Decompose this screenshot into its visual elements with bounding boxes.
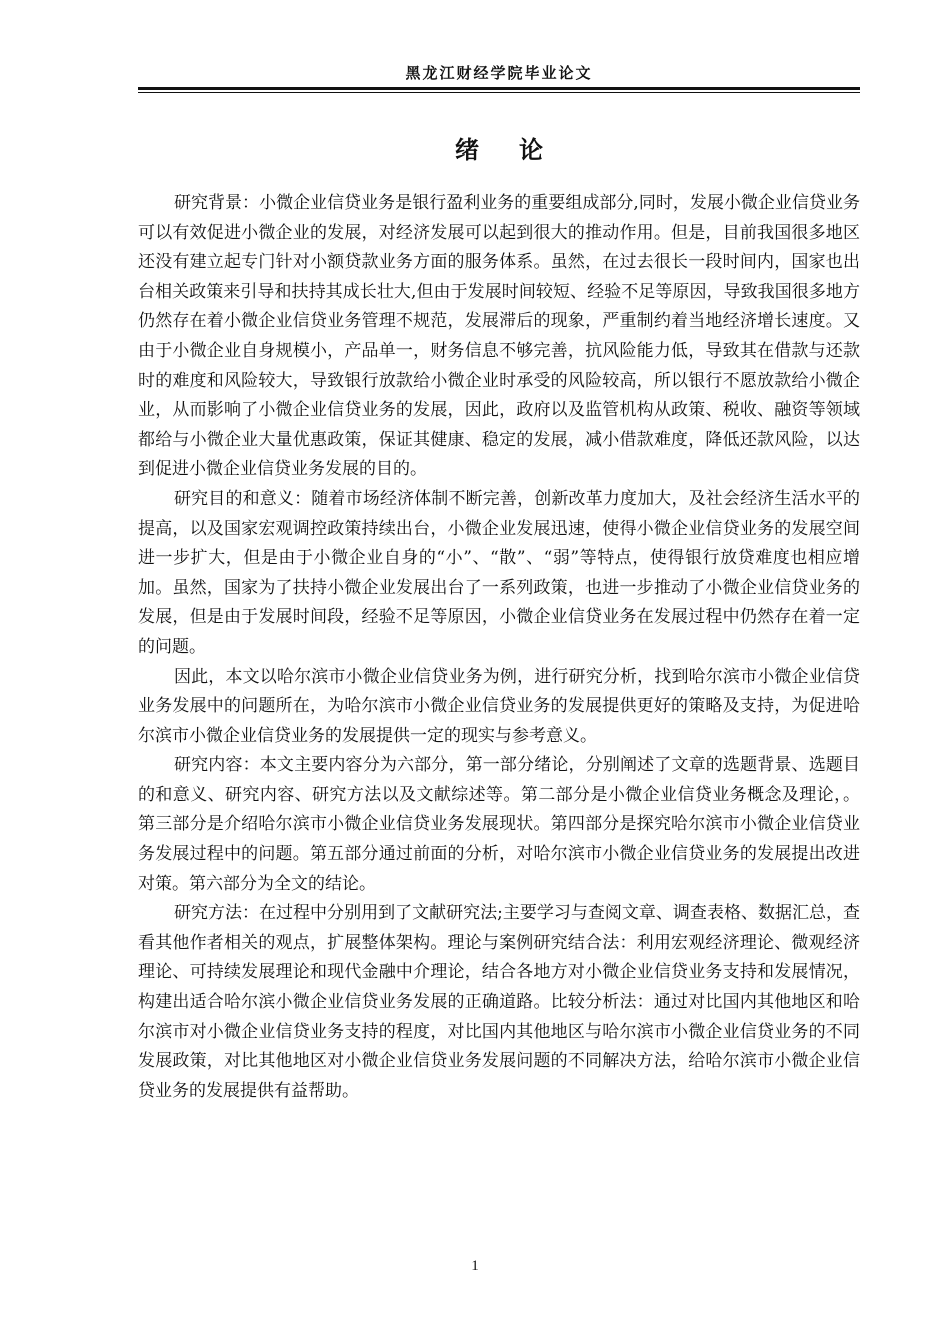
header-rule-thin [138, 92, 860, 93]
chapter-title: 绪论 [455, 135, 583, 164]
paragraph-purpose: 研究目的和意义：随着市场经济体制不断完善，创新改革力度加大，及社会经济生活水平的提高，以及国家宏观调控政策持续出台，小微企业发展迅速，使得小微企业信贷业务的发展空间进一步扩大，但是由于小微企业自身的“小”、“散”、“弱”等特点，使得银行放贷难度也相应增加。虽然，国家为了扶持小微企业发展出台了一系列政策，也进一步推动了小微企业信贷业务的发展，但是由于发展时间段，经验不足等原因，小微企业信贷业务在发展过程中仍然存在着一定的问题。 [138, 488, 860, 657]
body-text [138, 189, 860, 1106]
paragraph-methods: 研究方法：在过程中分别用到了文献研究法;主要学习与查阅文章、调查表格、数据汇总，查看其他作者相关的观点，扩展整体架构。理论与案例研究结合法：利用宏观经济理论、微观经济理论、可持续发展理论和现代金融中介理论，结合各地方对小微企业信贷业务支持和发展情况，构建出适合哈尔滨小微企业信贷业务发展的正确道路。比较分析法：通过对比国内其他地区和哈尔滨市对小微企业信贷业务支持的程度，对比国内其他地区与哈尔滨市小微企业信贷业务的不同发展政策，对比其他地区对小微企业信贷业务发展问题的不同解决方法，给哈尔滨市小微企业信贷业务的发展提供有益帮助。 [138, 903, 860, 1101]
paragraph-content: 研究内容：本文主要内容分为六部分，第一部分绪论，分别阐述了文章的选题背景、选题目的和意义、研究内容、研究方法以及文献综述等。第二部分是小微企业信贷业务概念及理论，。第三部分是介绍哈尔滨市小微企业信贷业务发展现状。第四部分是探究哈尔滨市小微企业信贷业务发展过程中的问题。第五部分通过前面的分析，对哈尔滨市小微企业信贷业务的发展提出改进对策。第六部分为全文的结论。 [138, 755, 860, 894]
page-number: 1 [471, 1258, 479, 1274]
header-rule-thick [138, 87, 860, 90]
paragraph-therefore: 因此，本文以哈尔滨市小微企业信贷业务为例，进行研究分析，找到哈尔滨市小微企业信贷业务发展中的问题所在，为哈尔滨市小微企业信贷业务的发展提供更好的策略及支持，为促进哈尔滨市小微企业信贷业务的发展提供一定的现实与参考意义。 [138, 666, 860, 746]
paragraph-background: 研究背景：小微企业信贷业务是银行盈利业务的重要组成部分,同时，发展小微企业信贷业务可以有效促进小微企业的发展，对经济发展可以起到很大的推动作用。但是，目前我国很多地区还没有建立起专门针对小额贷款业务方面的服务体系。虽然，在过去很长一段时间内，国家也出台相关政策来引导和扶持其成长壮大,但由于发展时间较短、经验不足等原因，导致我国很多地方仍然存在着小微企业信贷业务管理不规范，发展滞后的现象，严重制约着当地经济增长速度。又由于小微企业自身规模小，产品单一，财务信息不够完善，抗风险能力低，导致其在借款与还款时的难度和风险较大，导致银行放款给小微企业时承受的风险较高，所以银行不愿放款给小微企业，从而影响了小微企业信贷业务的发展，因此，政府以及监管机构从政策、税收、融资等领域都给与小微企业大量优惠政策，保证其健康、稳定的发展，减小借款难度，降低还款风险，以达到促进小微企业信贷业务发展的目的。 [138, 193, 860, 480]
running-header: 黑龙江财经学院毕业论文 [405, 64, 593, 82]
